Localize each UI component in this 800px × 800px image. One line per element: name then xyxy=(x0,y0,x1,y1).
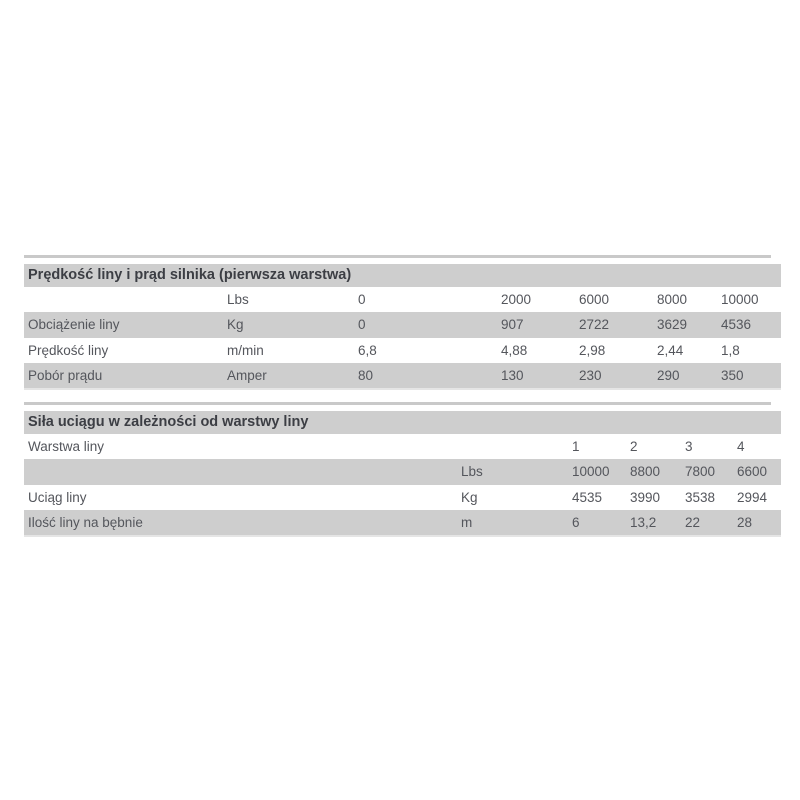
cell-value: 130 xyxy=(501,368,524,383)
cell-value: 8000 xyxy=(657,292,688,307)
cell-value: 4536 xyxy=(721,317,752,332)
cell-value: 8800 xyxy=(630,464,661,479)
table-title: Siła uciągu w zależności od warstwy liny xyxy=(24,411,781,434)
row-label: Warstwa liny xyxy=(28,439,105,454)
row-label: Uciąg liny xyxy=(28,490,87,505)
cell-value: 6 xyxy=(572,515,580,530)
cell-value: 80 xyxy=(358,368,374,383)
cell-value: 2,44 xyxy=(657,343,684,358)
row-unit: Kg xyxy=(227,317,244,332)
table-row xyxy=(24,312,781,338)
row-label: Obciążenie liny xyxy=(28,317,120,332)
cell-value: 2,98 xyxy=(579,343,606,358)
cell-value: 290 xyxy=(657,368,680,383)
row-unit: Lbs xyxy=(461,464,483,479)
cell-value: 22 xyxy=(685,515,701,530)
cell-value: 6,8 xyxy=(358,343,377,358)
table-row xyxy=(24,287,781,312)
cell-value: 230 xyxy=(579,368,602,383)
table-row xyxy=(24,459,781,485)
cell-value: 13,2 xyxy=(630,515,657,530)
cell-value: 1 xyxy=(572,439,580,454)
cell-value: 3990 xyxy=(630,490,661,505)
cell-value: 4 xyxy=(737,439,745,454)
cell-value: 1,8 xyxy=(721,343,740,358)
table-bottom-edge xyxy=(24,388,781,390)
cell-value: 2 xyxy=(630,439,638,454)
cell-value: 4,88 xyxy=(501,343,528,358)
row-unit: Lbs xyxy=(227,292,249,307)
row-label: Pobór prądu xyxy=(28,368,103,383)
cell-value: 4535 xyxy=(572,490,603,505)
cell-value: 10000 xyxy=(572,464,610,479)
table-bottom-edge xyxy=(24,535,781,537)
cell-value: 28 xyxy=(737,515,753,530)
row-unit: Kg xyxy=(461,490,478,505)
row-unit: Amper xyxy=(227,368,267,383)
row-label: Prędkość liny xyxy=(28,343,109,358)
cell-value: 907 xyxy=(501,317,524,332)
cell-value: 3 xyxy=(685,439,693,454)
row-unit: m/min xyxy=(227,343,264,358)
cell-value: 350 xyxy=(721,368,744,383)
table-row xyxy=(24,363,781,388)
cell-value: 7800 xyxy=(685,464,716,479)
cell-value: 2722 xyxy=(579,317,610,332)
cell-value: 6600 xyxy=(737,464,768,479)
cell-value: 2994 xyxy=(737,490,768,505)
table-row xyxy=(24,485,781,510)
divider-line xyxy=(24,255,771,258)
table-title: Prędkość liny i prąd silnika (pierwsza warstwa) xyxy=(24,264,781,287)
cell-value: 10000 xyxy=(721,292,759,307)
cell-value: 3629 xyxy=(657,317,688,332)
divider-line xyxy=(24,402,771,405)
table-row xyxy=(24,510,781,535)
table-row xyxy=(24,434,781,459)
row-unit: m xyxy=(461,515,473,530)
cell-value: 3538 xyxy=(685,490,716,505)
cell-value: 0 xyxy=(358,317,366,332)
cell-value: 6000 xyxy=(579,292,610,307)
table-row xyxy=(24,338,781,363)
cell-value: 0 xyxy=(358,292,366,307)
row-label: Ilość liny na bębnie xyxy=(28,515,143,530)
cell-value: 2000 xyxy=(501,292,532,307)
